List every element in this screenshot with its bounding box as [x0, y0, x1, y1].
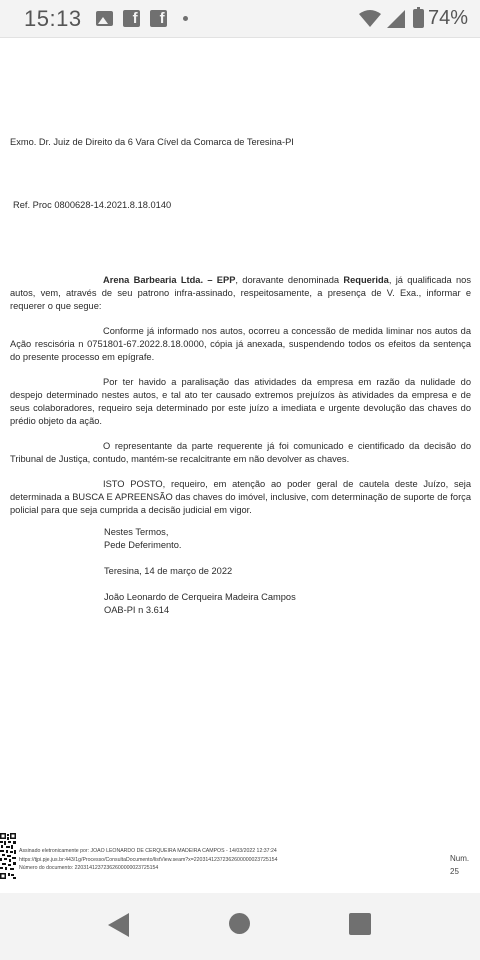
paragraph-representative: O representante da parte requerente já foi comunicado e cientificado da decisão do Tribunal de Justiça, contudo, mantém-se recalcitrante em não devolver as chaves. [10, 441, 471, 464]
signer-oab: OAB-PI n 3.614 [104, 605, 170, 615]
document-page [0, 38, 480, 893]
page-number: Num. 25 [450, 854, 470, 876]
intro-text-2: , já qualificada nos autos, vem, através de seu patrono infra-assinado, respeitosamente, a presença de V. Exa., informar e requerer o que segue: [10, 275, 471, 311]
closing-request: Pede Deferimento. [104, 540, 182, 550]
home-icon[interactable] [229, 913, 250, 934]
facebook-icon: f [123, 10, 140, 27]
status-time: 15:13 [24, 5, 82, 31]
intro-text-1: , doravante denominada [235, 275, 344, 285]
wifi-icon [359, 10, 381, 28]
intro-paragraph [10, 274, 471, 313]
signer-name: João Leonardo de Cerqueira Madeira Campos [104, 592, 296, 602]
status-right [359, 7, 468, 30]
closing-block [104, 526, 296, 617]
paragraph-isto-posto: ISTO POSTO, requeiro, em atenção ao poder geral de cautela deste Juízo, seja determinada a BUSCA E APREENSÃO das chaves do imóvel, inclusive, com determinação de suporte de força policial para que seja cumprida a decisão judicial em vigor. [10, 479, 471, 515]
document-url[interactable]: https://tjpi.pje.jus.br:443/1g/Processo/ConsultaDocumento/listView.seam?x=22031412372362600000023725154 [19, 856, 278, 863]
signed-by: Assinado eletronicamente por: JOAO LEONARDO DE CERQUEIRA MADEIRA CAMPOS - 14/03/2022 12:37:24 [19, 848, 277, 854]
party-name: Arena Barbearia Ltda. – EPP [103, 275, 236, 285]
addressee: Exmo. Dr. Juiz de Direito da 6 Vara Cível da Comarca de Teresina-PI [10, 137, 294, 147]
paragraph-request-keys: Por ter havido a paralisação das atividades da empresa em razão da nulidade do despejo determinado nestes autos, e tal ato ter causado extremos prejuízos às atividades da empresa e de seus colaboradores, requeiro seja determinado por este juízo a imediata e urgente devolução das chaves do prédio objeto da ação. [10, 377, 471, 426]
place-date: Teresina, 14 de março de 2022 [104, 566, 233, 576]
battery-percent: 74% [427, 7, 468, 29]
recent-apps-icon[interactable] [349, 913, 371, 935]
process-reference: Ref. Proc 0800628-14.2021.8.18.0140 [13, 200, 172, 210]
back-icon[interactable] [108, 913, 129, 937]
petition-body [10, 274, 471, 529]
signature-info [19, 847, 277, 873]
photo-icon [96, 11, 113, 26]
signal-icon [387, 10, 405, 28]
closing-terms: Nestes Termos, [104, 527, 169, 537]
battery-icon [413, 9, 424, 28]
document-number: Número do documento: 22031412372362600000023725154 [19, 865, 159, 871]
facebook-icon: f [150, 10, 167, 27]
party-role: Requerida [343, 275, 389, 285]
qr-code-icon [0, 833, 16, 879]
signature-footer [0, 833, 480, 885]
paragraph-liminar: Conforme já informado nos autos, ocorreu a concessão de medida liminar nos autos da Ação rescisória n 0751801-67.2022.8.18.0000, cópia já anexada, suspendendo todos os efeitos da sentença do presente processo em epígrafe. [10, 326, 471, 362]
navigation-bar [0, 893, 480, 960]
dot-icon [183, 16, 188, 21]
status-bar [0, 0, 480, 38]
